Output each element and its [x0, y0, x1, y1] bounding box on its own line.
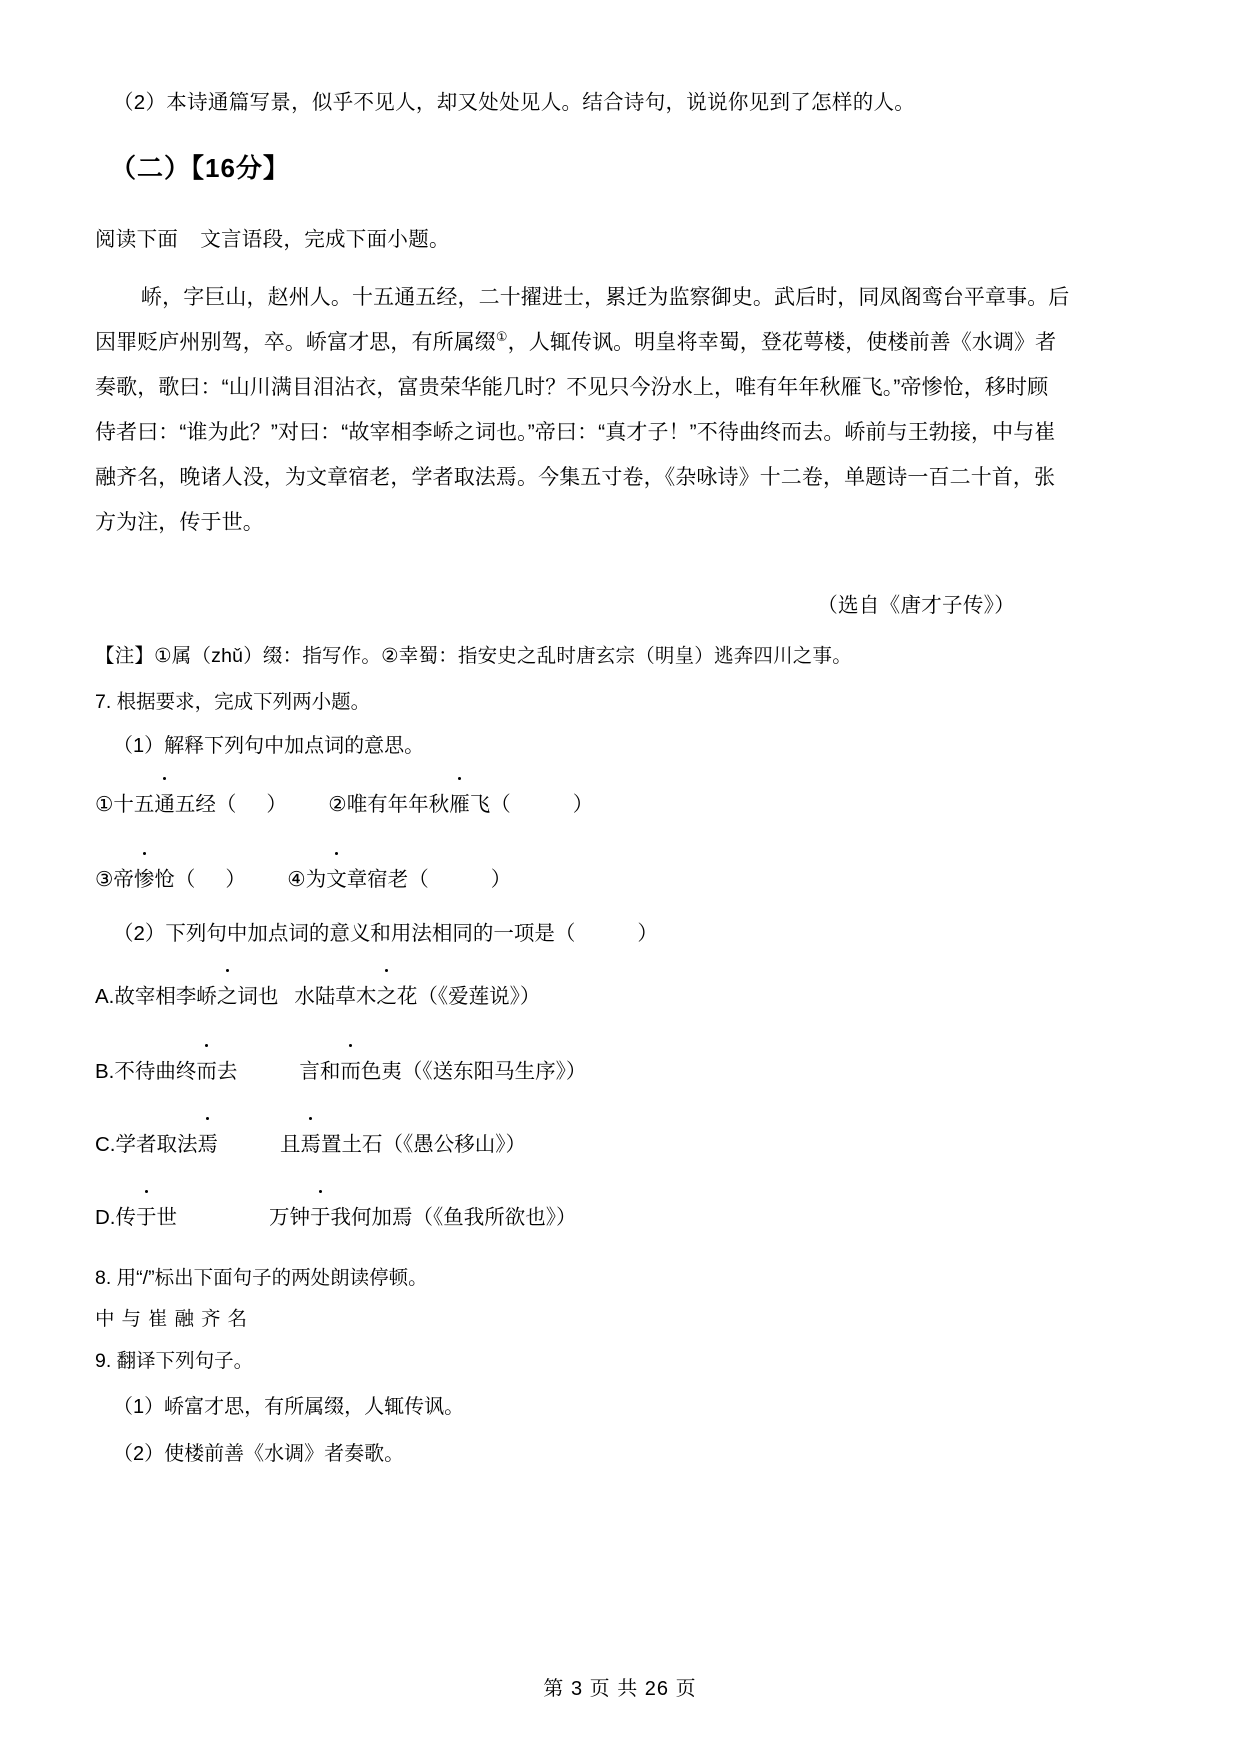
item-4-dotted-char: 文 [326, 862, 347, 892]
option-a[interactable] [95, 979, 540, 1009]
option-a-right-before: 水陆草木 [294, 985, 377, 1008]
passage-line-5: 融齐名，晚诸人没，为文章宿老，学者取法焉。今集五寸卷，《杂咏诗》十二卷，单题诗一百二十首，张 [95, 466, 1056, 489]
section-heading-two: （二）【16分】 [110, 153, 290, 183]
option-c-right-before: 且 [280, 1133, 301, 1156]
reading-instruction-before: 阅读下面 [95, 228, 179, 251]
item-1-blank-close: ） [266, 793, 287, 816]
question-9-stem: 9. 翻译下列句子。 [95, 1350, 254, 1372]
option-d-right-before: 万钟 [269, 1206, 310, 1229]
item-1-dotted-char: 通 [154, 787, 175, 817]
passage-line-3: 奏歌，歌曰：“山川满目泪沾衣，富贵荣华能几时？不见只今汾水上，唯有年年秋雁飞。”帝惨怆，移时顾 [95, 376, 1049, 399]
option-a-left-dotted: 之 [217, 979, 238, 1009]
option-a-right-after: 花（《爱莲说》） [396, 985, 541, 1008]
item-3-dotted-char: 惨 [134, 862, 155, 892]
item-4-before: 为 [305, 868, 327, 891]
item-4-after: 章宿老 [346, 868, 409, 891]
item-1-after: 五经 [174, 793, 216, 816]
question-7-sub2-text: （2）下列句中加点词的意义和用法相同的一项是（ [113, 922, 576, 945]
page-footer: 第 3 页 共 26 页 [543, 1678, 697, 1700]
option-b-left-before: 不待曲终 [114, 1060, 197, 1083]
poem-question-2: （2）本诗通篇写景，似乎不见人，却又处处见人。结合诗句，说说你见到了怎样的人。 [113, 91, 916, 114]
option-a-left-before: 故宰相李峤 [114, 985, 217, 1008]
question-7-items-row-1 [95, 787, 593, 817]
question-7-sub1-stem: （1）解释下列句中加点词的意思。 [113, 735, 425, 757]
item-3-before: 帝 [113, 868, 134, 891]
item-2-number: ② [328, 793, 347, 816]
option-d[interactable] [95, 1200, 577, 1230]
option-d-letter: D. [95, 1206, 116, 1229]
question-8-sentence[interactable]: 中与崔融齐名 [95, 1308, 255, 1330]
question-9-sub2: （2）使楼前善《水调》者奏歌。 [113, 1443, 405, 1465]
question-7-stem: 7. 根据要求，完成下列两小题。 [95, 691, 371, 713]
item-3 [95, 868, 246, 891]
item-1 [95, 793, 287, 816]
item-3-number: ③ [95, 868, 114, 891]
question-9-sub1: （1）峤富才思，有所属缀，人辄传讽。 [113, 1396, 465, 1418]
passage-line-2-text-cont: ，人辄传讽。明皇将幸蜀，登花萼楼，使楼前善《水调》者 [507, 331, 1057, 354]
option-c-left-dotted: 焉 [198, 1127, 219, 1157]
passage-line-1 [95, 275, 1070, 320]
option-c-right-dotted: 焉 [301, 1127, 322, 1157]
option-b-left-dotted: 而 [196, 1054, 217, 1084]
item-2-blank-close: ） [572, 793, 594, 816]
reading-instruction-after: 文言语段，完成下面小题。 [200, 228, 450, 251]
question-7-sub2-close: ） [637, 922, 658, 945]
item-4-blank-open[interactable]: （ [408, 868, 429, 891]
option-c-letter: C. [95, 1133, 116, 1156]
question-7-sub2-stem [113, 916, 658, 946]
footnotes: 【注】①属（zhǔ）缀：指写作。②幸蜀：指安史之乱时唐玄宗（明皇）逃奔四川之事。 [95, 645, 852, 667]
option-b-right-before: 言和 [299, 1060, 341, 1083]
footnote-marker-1: ① [495, 329, 508, 344]
option-b-right-after: 色夷（《送东阳马生序》） [360, 1060, 587, 1083]
item-4-blank-close: ） [490, 868, 512, 891]
option-b-left-after: 去 [216, 1060, 238, 1083]
option-c[interactable] [95, 1127, 526, 1157]
passage-line-2 [95, 320, 1057, 365]
item-2-dotted-char: 雁 [449, 787, 470, 817]
item-2-before: 唯有年年秋 [346, 793, 450, 816]
option-b-letter: B. [95, 1060, 115, 1083]
option-d-right-after: 我何加焉（《鱼我所欲也》） [330, 1206, 577, 1229]
item-4 [287, 868, 511, 891]
option-b[interactable] [95, 1054, 586, 1084]
option-c-left-before: 学者取法 [115, 1133, 198, 1156]
option-a-letter: A. [95, 985, 115, 1008]
item-2 [328, 793, 593, 816]
question-7-items-row-2 [95, 862, 511, 892]
option-b-right-dotted: 而 [340, 1054, 361, 1084]
option-c-right-after: 置土石（《愚公移山》） [321, 1133, 526, 1156]
passage-source: （选自《唐才子传》） [817, 594, 1015, 617]
question-8-stem: 8. 用“/”标出下面句子的两处朗读停顿。 [95, 1267, 428, 1289]
option-a-right-dotted: 之 [376, 979, 397, 1009]
passage-line-2-text: 因罪贬庐州别驾，卒。峤富才思，有所属缀 [95, 331, 496, 354]
item-4-number: ④ [287, 868, 306, 891]
item-1-number: ① [95, 793, 114, 816]
classical-passage [95, 275, 1070, 545]
item-3-blank-close: ） [225, 868, 246, 891]
option-a-left-after: 词也 [237, 985, 279, 1008]
item-2-after: 飞 [469, 793, 491, 816]
passage-line-4: 侍者曰：“谁为此？”对曰：“故宰相李峤之词也。”帝曰：“真才子！”不待曲终而去。峤前与王勃接，中与崔 [95, 421, 1056, 444]
option-d-right-dotted: 于 [310, 1200, 331, 1230]
reading-instruction [95, 222, 450, 252]
option-d-left-dotted: 于 [136, 1200, 157, 1230]
item-3-blank-open[interactable]: （ [174, 868, 196, 891]
passage-line-1-text: 峤，字巨山，赵州人。十五通五经，二十擢进士，累迁为监察御史。武后时，同凤阁鸾台平章事。后 [141, 286, 1070, 309]
item-1-blank-open[interactable]: （ [215, 793, 237, 816]
passage-line-6: 方为注，传于世。 [95, 511, 264, 534]
option-d-left-after: 世 [156, 1206, 177, 1229]
option-d-left-before: 传 [115, 1206, 136, 1229]
item-3-after: 怆 [154, 868, 175, 891]
item-1-before: 十五 [113, 793, 155, 816]
item-2-blank-open[interactable]: （ [490, 793, 511, 816]
